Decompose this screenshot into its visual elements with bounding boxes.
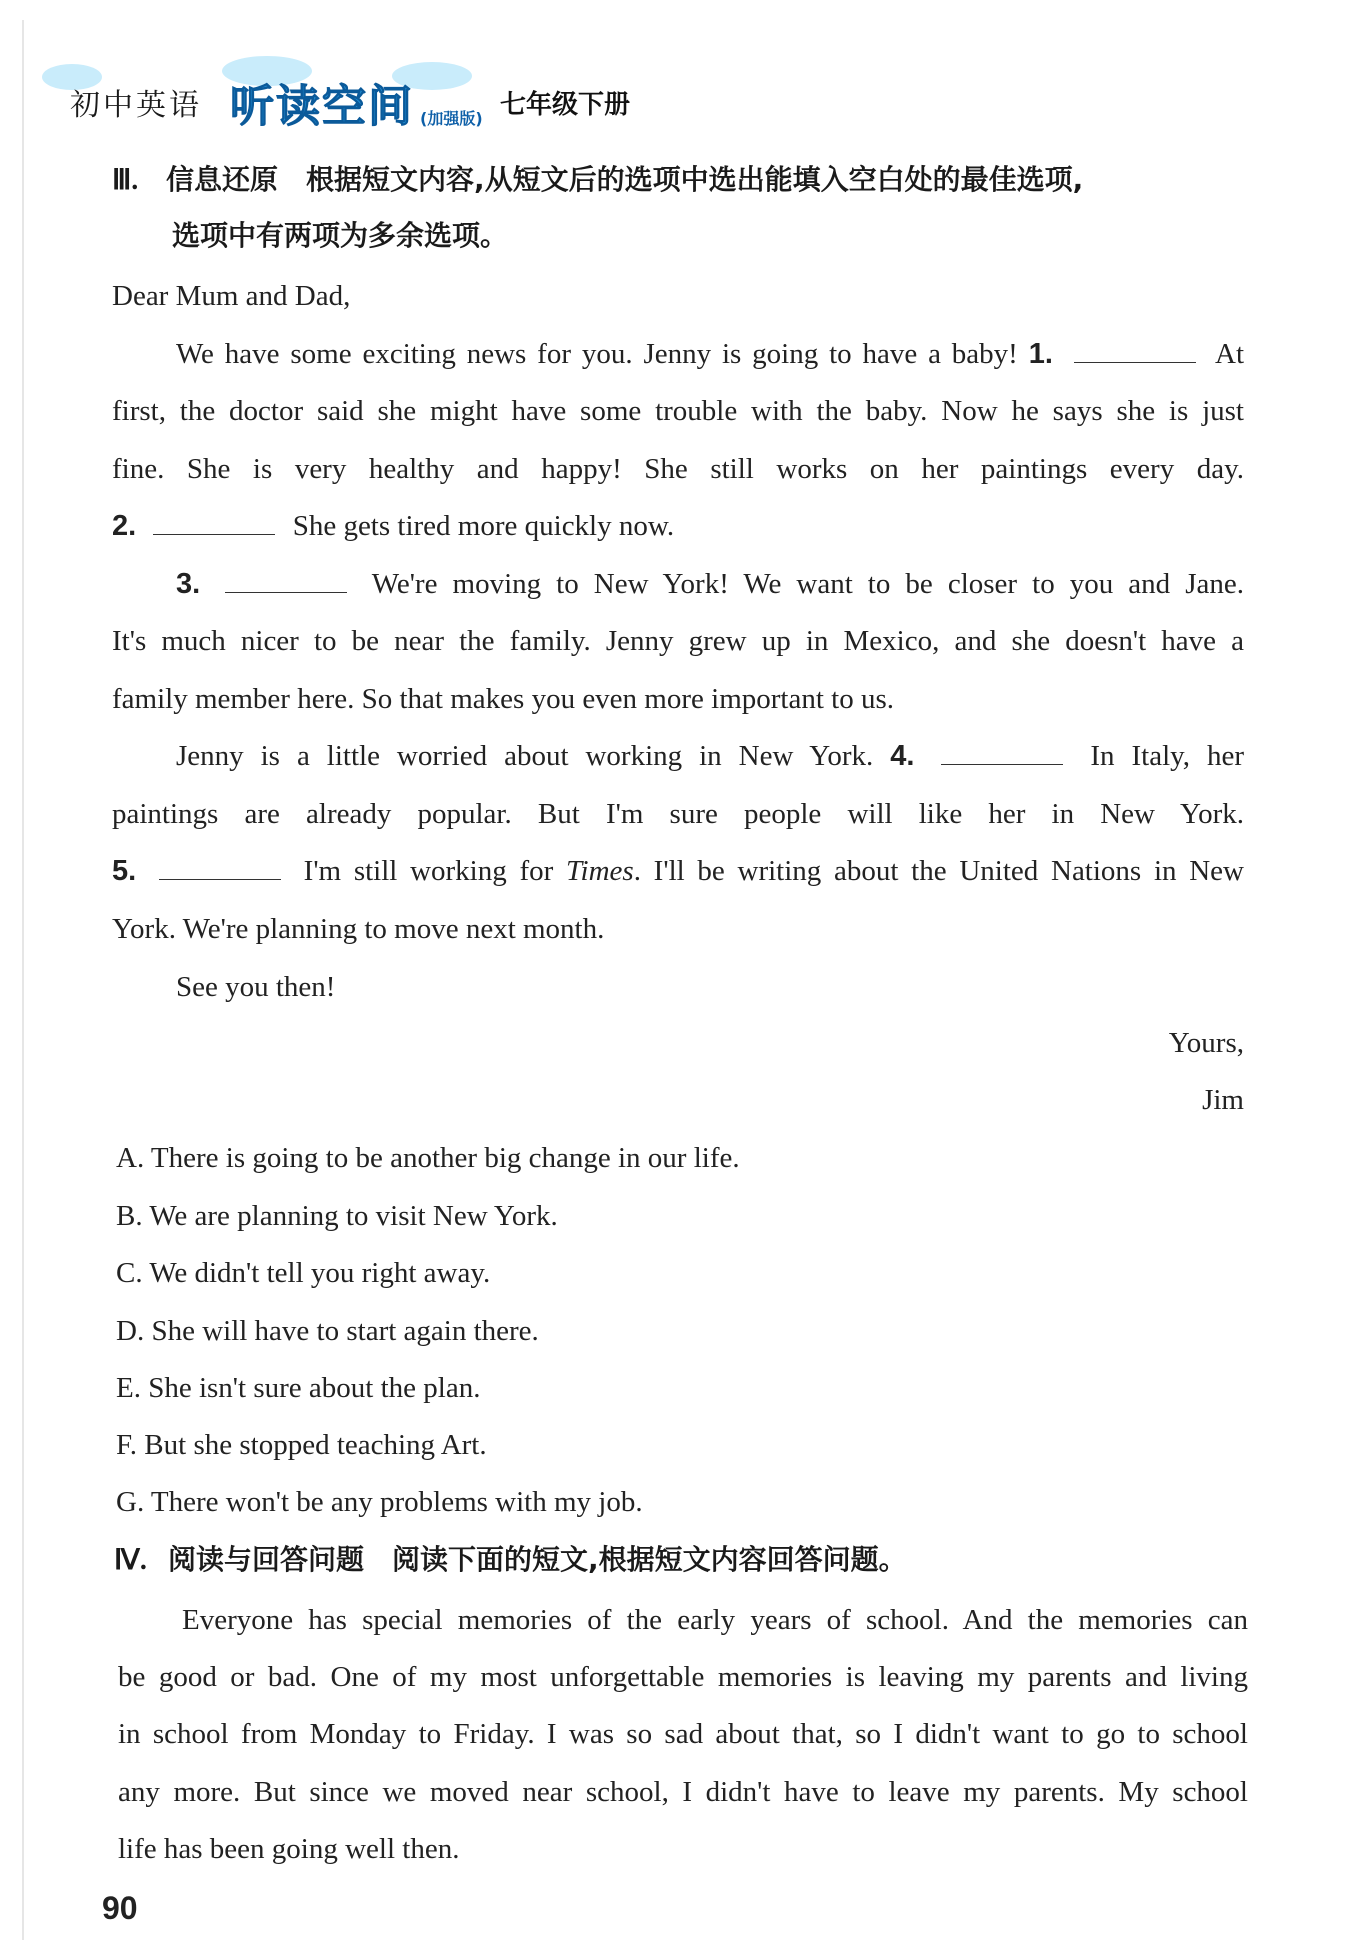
letter-line: York. We're planning to move next month. (112, 913, 605, 945)
option-f: F. But she stopped teaching Art. (116, 1429, 487, 1461)
option-c: C. We didn't tell you right away. (116, 1257, 491, 1289)
blank-number: 1. (1028, 338, 1053, 370)
letter-text: In Italy, her (1090, 740, 1245, 772)
section-number: Ⅳ. (114, 1545, 147, 1576)
letter-text: We have some exciting news for you. Jenny is going to have a baby! (176, 338, 1018, 370)
letter-line: first, the doctor said she might have some trouble with the baby. Now he says she is just (112, 395, 1244, 427)
section-3-title-cont: 选项中有两项为多余选项。 (172, 219, 509, 252)
blank-number: 3. (176, 568, 201, 600)
letter-line (176, 334, 1244, 374)
letter-line (112, 506, 1244, 546)
letter-text: At (1215, 338, 1245, 370)
section-3-instruction: 信息还原 根据短文内容,从短文后的选项中选出能填入空白处的最佳选项, (166, 163, 1084, 196)
passage-line: Everyone has special memories of the early years of school. And the memories can (182, 1604, 1248, 1636)
page-header (62, 56, 662, 136)
passage-line: in school from Monday to Friday. I was so sad about that, so I didn't want to go to school (118, 1718, 1248, 1750)
brand-logo: 听读空间 (230, 81, 414, 132)
section-3-title (112, 152, 1252, 209)
grade-label: 七年级下册 (500, 90, 631, 120)
blank-number: 5. (112, 855, 137, 887)
blank-5[interactable] (159, 853, 281, 880)
letter-line: family member here. So that makes you even more important to us. (112, 683, 894, 715)
letter-text: We're moving to New York! We want to be closer to you and Jane. (371, 568, 1245, 600)
letter-line (176, 564, 1244, 604)
passage-line: be good or bad. One of my most unforgettable memories is leaving my parents and living (118, 1661, 1248, 1693)
option-b: B. We are planning to visit New York. (116, 1200, 558, 1232)
option-e: E. She isn't sure about the plan. (116, 1372, 481, 1404)
letter-line (112, 851, 1244, 891)
section-number: Ⅲ. (112, 165, 139, 196)
option-d: D. She will have to start again there. (116, 1315, 539, 1347)
blank-number: 4. (890, 740, 915, 772)
letter-line: It's much nicer to be near the family. Jenny grew up in Mexico, and she doesn't have a (112, 625, 1244, 657)
blank-3[interactable] (225, 566, 347, 593)
letter-greeting: Dear Mum and Dad, (112, 280, 351, 312)
passage-line: life has been going well then. (118, 1833, 460, 1865)
blank-number: 2. (112, 510, 137, 542)
newspaper-name: Times (566, 855, 634, 887)
option-a: A. There is going to be another big change in our life. (116, 1142, 740, 1174)
letter-text: Jenny is a little worried about working in New York. (176, 740, 874, 772)
letter-closing: See you then! (176, 971, 336, 1003)
letter-line: paintings are already popular. But I'm sure people will like her in New York. (112, 798, 1244, 830)
letter-text: . I'll be writing about the United Nations in New (633, 855, 1244, 887)
blank-1[interactable] (1074, 336, 1196, 363)
option-g: G. There won't be any problems with my job. (116, 1486, 643, 1518)
blank-4[interactable] (941, 738, 1063, 765)
passage-line: any more. But since we moved near school, I didn't have to leave my parents. My school (118, 1776, 1248, 1808)
letter-signature: Jim (1202, 1084, 1244, 1116)
letter-text: I'm still working for (303, 855, 554, 887)
section-4-instruction: 阅读与回答问题 阅读下面的短文,根据短文内容回答问题。 (168, 1543, 907, 1576)
edition-label: (加强版) (420, 109, 483, 128)
page-number: 90 (102, 1890, 138, 1926)
blank-2[interactable] (153, 508, 275, 535)
letter-text: She gets tired more quickly now. (292, 510, 675, 542)
letter-line (176, 736, 1244, 776)
series-title: 初中英语 (70, 88, 202, 123)
page-edge-shadow (22, 20, 24, 1940)
section-4-title (114, 1532, 1254, 1589)
letter-line: fine. She is very healthy and happy! She still works on her paintings every day. (112, 453, 1244, 485)
letter-signoff: Yours, (1168, 1027, 1244, 1059)
